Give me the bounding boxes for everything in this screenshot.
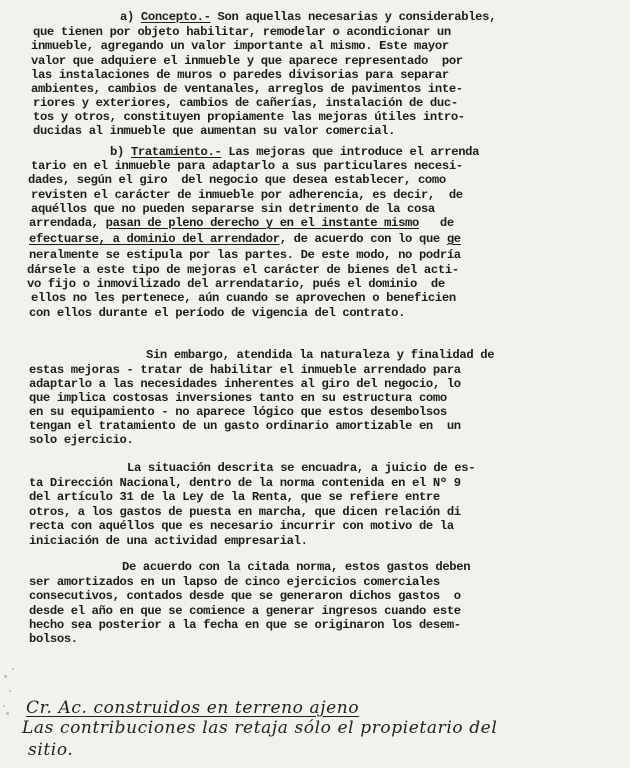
- document-line: efectuarse, a dominio del arrendador, de acuerdo con lo que ge: [29, 232, 461, 246]
- document-line: dades, según el giro del negocio que desea establecer, como: [28, 173, 446, 187]
- document-line: tos y otros, constituyen propiamente las mejoras útiles intro-: [33, 110, 465, 124]
- document-line: dársele a este tipo de mejoras el carácter de bienes del acti-: [27, 263, 459, 277]
- document-line: en su equipamiento - no aparece lógico que estos desembolsos: [29, 405, 447, 419]
- document-line: iniciación de una actividad empresarial.: [29, 534, 308, 548]
- document-line: aquéllos que no pueden separarse sin detrimento de la cosa: [31, 202, 435, 216]
- document-line: revisten el carácter de inmueble por adherencia, es decir, de: [31, 188, 463, 202]
- document-line: desde el año en que se comience a generar ingresos cuando este: [29, 604, 461, 618]
- handwritten-note: Cr. Ac. construidos en terreno ajeno: [26, 698, 360, 718]
- document-line: Sin embargo, atendida la naturaleza y finalidad de: [146, 348, 495, 362]
- document-line: ser amortizados en un lapso de cinco ejercicios comerciales: [29, 575, 440, 589]
- scan-speck: [6, 712, 9, 715]
- document-line: La situación descrita se encuadra, a juicio de es-: [127, 461, 476, 475]
- document-line: De acuerdo con la citada norma, estos gastos deben: [122, 560, 471, 574]
- document-line: tario en el inmueble para adaptarlo a sus particulares necesi-: [31, 159, 463, 173]
- document-line: riores y exteriores, cambios de cañerías, instalación de duc-: [33, 96, 458, 110]
- document-line: a) Concepto.- Son aquellas necesarias y considerables,: [120, 10, 497, 24]
- handwritten-note: sitio.: [28, 740, 74, 760]
- document-line: que implica costosas inversiones tanto en su estructura como: [29, 391, 447, 405]
- document-line: vo fijo o inmovilizado del arrendatario, pués el dominio de: [27, 277, 445, 291]
- document-line: b) Tratamiento.- Las mejoras que introduce el arrenda: [110, 145, 480, 159]
- document-line: consecutivos, contados desde que se generaron dichos gastos o: [29, 589, 461, 603]
- document-line: ducidas al inmueble que aumentan su valor comercial.: [33, 124, 396, 138]
- underlined-text: pasan de pleno derecho y en el instante mismo: [105, 216, 419, 230]
- underlined-text: ge: [446, 232, 461, 246]
- document-line: ambientes, cambios de ventanales, arreglos de pavimentos inte-: [31, 82, 463, 96]
- document-line: neralmente se estipula por las partes. De este modo, no podría: [29, 248, 461, 262]
- document-line: solo ejercicio.: [29, 433, 134, 447]
- document-line: hecho sea posterior a la fecha en que se originaron los desem-: [29, 618, 461, 632]
- document-line: que tienen por objeto habilitar, remodelar o acondicionar un: [33, 25, 451, 39]
- scan-speck: [9, 690, 11, 692]
- handwritten-note: Las contribuciones las retaja sólo el propietario del: [22, 718, 498, 738]
- underlined-text: efectuarse, a dominio del arrendador: [29, 232, 280, 246]
- document-line: con ellos durante el período de vigencia del contrato.: [29, 306, 406, 320]
- document-line: bolsos.: [29, 632, 78, 646]
- document-line: tengan el tratamiento de un gasto ordinario amortizable en un: [29, 419, 461, 433]
- document-line: otros, a los gastos de puesta en marcha, que dicen relación di: [29, 505, 461, 519]
- underlined-text: Tratamiento.-: [130, 145, 222, 159]
- underlined-text: Concepto.-: [140, 10, 211, 24]
- scan-speck: [12, 668, 14, 670]
- document-line: las instalaciones de muros o paredes divisorias para separar: [31, 68, 449, 82]
- document-line: estas mejoras - tratar de habilitar el inmueble arrendado para: [29, 363, 461, 377]
- document-line: inmueble, agregando un valor importante al mismo. Este mayor: [31, 39, 449, 53]
- document-line: ellos no les pertenece, aún cuando se aprovechen o beneficien: [31, 291, 456, 305]
- document-line: arrendada, pasan de pleno derecho y en el instante mismo de: [29, 216, 454, 230]
- document-line: recta con aquéllos que es necesario incurrir con motivo de la: [29, 519, 454, 533]
- document-line: del artículo 31 de la Ley de la Renta, que se refiere entre: [29, 490, 440, 504]
- document-line: valor que adquiere el inmueble y que aparece representado por: [31, 54, 463, 68]
- scan-speck: [3, 705, 5, 707]
- scan-speck: [4, 675, 7, 678]
- document-line: adaptarlo a las necesidades inherentes al giro del negocio, lo: [29, 377, 461, 391]
- document-line: ta Dirección Nacional, dentro de la norma contenida en el Nº 9: [29, 476, 461, 490]
